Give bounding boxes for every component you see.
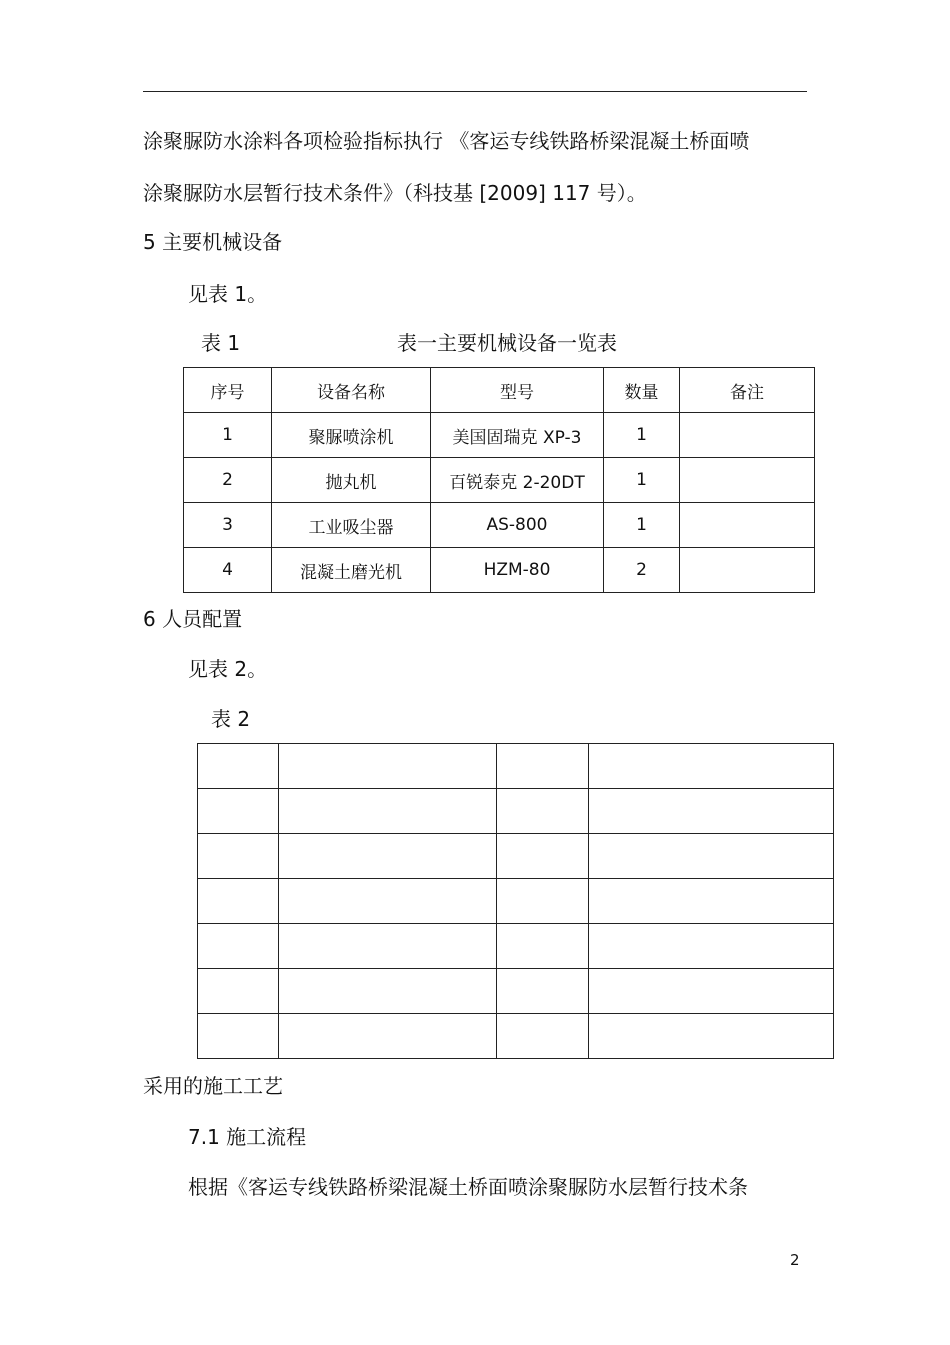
table-cell: 抛丸机 [272,458,431,503]
table-cell [198,924,279,969]
table-cell: 2 [184,458,272,503]
table-row [184,458,815,503]
table-cell [680,503,815,548]
table-cell [589,834,834,879]
table-row [198,969,834,1014]
section-7-heading: 采用的施工工艺 [143,1074,283,1098]
table-row [198,789,834,834]
see-table-2-text: 见表 2。 [188,657,268,681]
table-1-label: 表 1 [201,331,241,355]
table-row [184,503,815,548]
paragraph-process-line: 根据《客运专线铁路桥梁混凝土桥面喷涂聚脲防水层暂行技术条 [188,1175,748,1199]
table-cell [279,879,497,924]
table-cell [589,879,834,924]
table-cell: 百锐泰克 2-20DT [431,458,604,503]
header-cell-remarks: 备注 [680,368,815,413]
table-cell: 1 [184,413,272,458]
paragraph-spec-line-2: 涂聚脲防水层暂行技术条件》（科技基 [2009] 117 号）。 [143,181,647,205]
section-7-1-heading: 7.1 施工流程 [188,1125,307,1149]
section-5-heading: 5 主要机械设备 [143,230,283,254]
table-cell [589,969,834,1014]
paragraph-spec-line-1: 涂聚脲防水涂料各项检验指标执行 《客运专线铁路桥梁混凝土桥面喷 [143,129,750,153]
table-cell: 美国固瑞克 XP-3 [431,413,604,458]
table-cell [497,969,589,1014]
table-2-label: 表 2 [211,707,251,731]
table-row [198,1014,834,1059]
table-cell [279,1014,497,1059]
header-cell-model: 型号 [431,368,604,413]
table-row [184,548,815,593]
header-rule [143,91,807,92]
table-row [198,879,834,924]
table-cell [680,548,815,593]
table-cell [198,969,279,1014]
table-cell [589,744,834,789]
section-6-heading: 6 人员配置 [143,607,243,631]
table-cell [279,744,497,789]
table-cell: 3 [184,503,272,548]
table-header-row [184,368,815,413]
table-cell: AS-800 [431,503,604,548]
table-cell [279,969,497,1014]
table-row [198,924,834,969]
table-cell [497,834,589,879]
table-cell [589,924,834,969]
table-cell [198,879,279,924]
table-cell [279,789,497,834]
table-row [198,744,834,789]
table-cell: 2 [604,548,680,593]
header-cell-quantity: 数量 [604,368,680,413]
table-cell [497,1014,589,1059]
see-table-1-text: 见表 1。 [188,282,268,306]
table-cell: 1 [604,458,680,503]
table-cell [198,744,279,789]
table-cell [680,413,815,458]
table-row [198,834,834,879]
table-cell [198,834,279,879]
table-cell [680,458,815,503]
table-cell [497,924,589,969]
table-cell [589,789,834,834]
table-cell [497,789,589,834]
table-cell: 1 [604,503,680,548]
table-1-title: 表一主要机械设备一览表 [397,331,617,355]
table-row [184,413,815,458]
table-cell [497,879,589,924]
table-cell: 1 [604,413,680,458]
table-cell: 聚脲喷涂机 [272,413,431,458]
table-cell: 工业吸尘器 [272,503,431,548]
header-cell-name: 设备名称 [272,368,431,413]
table-cell [589,1014,834,1059]
table-cell [198,789,279,834]
table-cell [198,1014,279,1059]
personnel-table [197,743,834,1059]
table-cell [497,744,589,789]
table-cell: 混凝土磨光机 [272,548,431,593]
table-cell [279,924,497,969]
header-cell-index: 序号 [184,368,272,413]
table-cell: HZM-80 [431,548,604,593]
page-number: 2 [790,1251,800,1269]
equipment-table [183,367,815,593]
table-cell: 4 [184,548,272,593]
table-cell [279,834,497,879]
